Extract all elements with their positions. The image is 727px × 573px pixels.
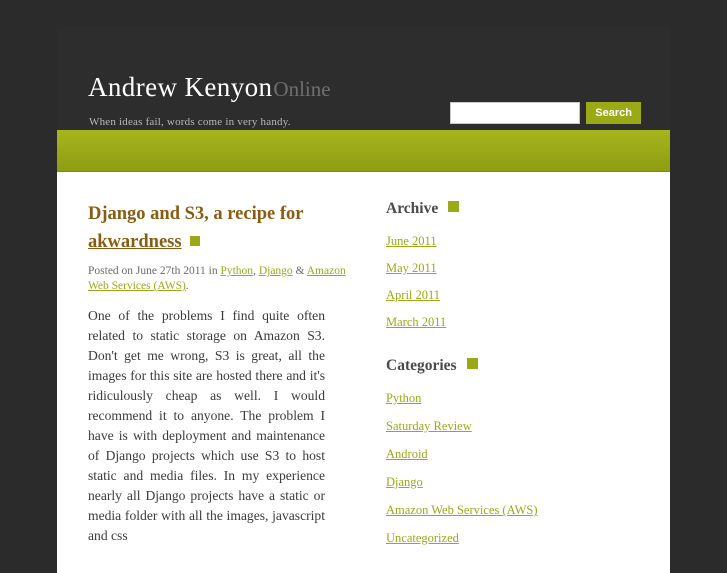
accent-square-icon: [467, 358, 478, 369]
list-item: [386, 417, 639, 435]
categories-heading-label: Categories: [386, 357, 457, 374]
list-item: [386, 501, 639, 519]
list-item: [386, 529, 639, 547]
site-tagline: When ideas fail, words come in very handy.: [89, 116, 291, 128]
post-title: [88, 200, 359, 256]
page-container: [57, 27, 670, 573]
post-title-link-line2[interactable]: akwardness: [88, 232, 182, 252]
content-area: [57, 172, 670, 573]
accent-square-icon: [448, 201, 459, 212]
post-meta-date: Posted on June 27th 2011 in: [88, 265, 221, 277]
categories-heading: [386, 357, 639, 375]
site-branding[interactable]: [88, 72, 331, 103]
category-link-android[interactable]: Android: [386, 447, 428, 461]
category-link-aws[interactable]: Amazon Web Services (AWS): [386, 503, 538, 517]
post-meta-sep2: &: [292, 265, 307, 277]
archive-heading-label: Archive: [386, 200, 439, 217]
post-meta-sep1: ,: [253, 265, 259, 277]
list-item: [386, 313, 639, 331]
post-category-django[interactable]: Django: [258, 265, 293, 277]
archive-link-march-2011[interactable]: March 2011: [386, 315, 447, 329]
category-link-python[interactable]: Python: [386, 391, 422, 405]
archive-list: [386, 232, 639, 331]
list-item: [386, 445, 639, 463]
archive-link-june-2011[interactable]: June 2011: [386, 234, 437, 248]
post-body: One of the problems I find quite often related to static storage on Amazon S3. Don't get me wrong, S3 is great, all the images for this site are hosted there and it's ridiculously cheap as well. I would recommend it to anyone. The problem I have is with deployment and maintenance of Django projects which use S3 to host static and media files. In my experience nearly all Django projects have a static or media folder with all the images, javascript and css: [88, 308, 325, 543]
list-item: [386, 259, 639, 277]
category-link-uncategorized[interactable]: Uncategorized: [386, 531, 459, 545]
main-column: [57, 172, 359, 573]
site-header: [57, 27, 670, 130]
sidebar: [359, 172, 639, 573]
post-meta-suffix: .: [185, 280, 189, 292]
site-title-suffix: Online: [273, 77, 331, 101]
list-item: [386, 286, 639, 304]
post-category-aws[interactable]: Amazon Web Services (AWS): [88, 265, 346, 292]
list-item: [386, 389, 639, 407]
search-form: [450, 102, 641, 124]
archive-heading: [386, 200, 639, 218]
primary-navigation[interactable]: [57, 130, 670, 172]
archive-link-may-2011[interactable]: May 2011: [386, 261, 437, 275]
site-title: Andrew Kenyon: [88, 72, 273, 102]
post-title-link[interactable]: Django and S3, a recipe for: [88, 204, 304, 224]
post-category-python[interactable]: Python: [220, 265, 254, 277]
post-meta: [88, 264, 359, 294]
category-link-saturday-review[interactable]: Saturday Review: [386, 419, 472, 433]
category-link-django[interactable]: Django: [386, 475, 423, 489]
search-input[interactable]: [450, 102, 580, 124]
list-item: [386, 473, 639, 491]
categories-list: [386, 389, 639, 547]
search-button[interactable]: Search: [586, 102, 641, 124]
list-item: [386, 232, 639, 250]
accent-square-icon: [190, 236, 200, 246]
archive-link-april-2011[interactable]: April 2011: [386, 288, 441, 302]
